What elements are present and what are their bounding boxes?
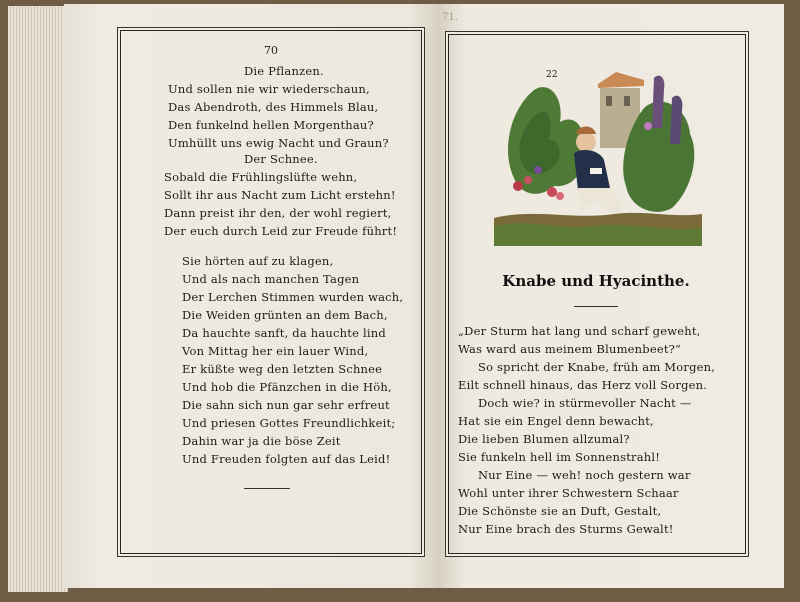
poem-line: Sollt ihr aus Nacht zum Licht erstehn!: [164, 188, 396, 202]
poem-line: Die sahn sich nun gar sehr erfreut: [182, 398, 390, 412]
poem-line: Die lieben Blumen allzumal?: [458, 432, 630, 446]
page-number: 70: [264, 44, 278, 57]
poem-line: Dann preist ihr den, der wohl regiert,: [164, 206, 392, 220]
poem-line: Da hauchte sanft, da hauchte lind: [182, 326, 386, 340]
plate-number: 22: [546, 70, 558, 80]
hand-colored-illustration: [494, 68, 702, 246]
poem-line: Das Abendroth, des Himmels Blau,: [168, 100, 379, 114]
poem-line: Die Weiden grünten an dem Bach,: [182, 308, 388, 322]
poem-line: Was ward aus meinem Blumenbeet?“: [458, 342, 682, 356]
poem-line: Eilt schnell hinaus, das Herz voll Sorgen.: [458, 378, 708, 392]
poem-line: Wohl unter ihrer Schwestern Schaar: [458, 486, 679, 500]
poem-line: Und priesen Gottes Freundlichkeit;: [182, 416, 396, 430]
poem-line: Doch wie? in stürmevoller Nacht —: [478, 396, 692, 410]
poem-line: „Der Sturm hat lang und scharf geweht,: [458, 324, 701, 338]
poem-line: Der euch durch Leid zur Freude führt!: [164, 224, 398, 238]
poem-line: Und als nach manchen Tagen: [182, 272, 360, 286]
poem-line: Nur Eine — weh! noch gestern war: [478, 468, 691, 482]
poem-line: Sobald die Frühlingslüfte wehn,: [164, 170, 358, 184]
poem-title: Knabe und Hyacinthe.: [502, 272, 690, 290]
poem-line: Nur Eine brach des Sturms Gewalt!: [458, 522, 674, 536]
poem-line: Hat sie ein Engel denn bewacht,: [458, 414, 654, 428]
stanza-title: Der Schnee.: [244, 152, 318, 166]
page-edges: [8, 6, 68, 592]
title-rule: [574, 306, 618, 307]
poem-line: Umhüllt uns ewig Nacht und Graun?: [168, 136, 389, 150]
poem-line: Und Freuden folgten auf das Leid!: [182, 452, 391, 466]
stanza-title: Die Pflanzen.: [244, 64, 324, 78]
poem-line: Die Schönste sie an Duft, Gestalt,: [458, 504, 662, 518]
poem-line: Und sollen nie wir wiederschaun,: [168, 82, 370, 96]
poem-line: Sie hörten auf zu klagen,: [182, 254, 334, 268]
poem-line: Und hob die Pfänzchen in die Höh,: [182, 380, 392, 394]
pencil-mark: 71.: [442, 12, 458, 23]
poem-line: Den funkelnd hellen Morgenthau?: [168, 118, 374, 132]
poem-line: Sie funkeln hell im Sonnenstrahl!: [458, 450, 661, 464]
end-rule: [244, 488, 290, 489]
poem-line: Von Mittag her ein lauer Wind,: [182, 344, 369, 358]
poem-line: Dahin war ja die böse Zeit: [182, 434, 341, 448]
poem-line: Er küßte weg den letzten Schnee: [182, 362, 383, 376]
poem-line: Der Lerchen Stimmen wurden wach,: [182, 290, 404, 304]
poem-line: So spricht der Knabe, früh am Morgen,: [478, 360, 716, 374]
